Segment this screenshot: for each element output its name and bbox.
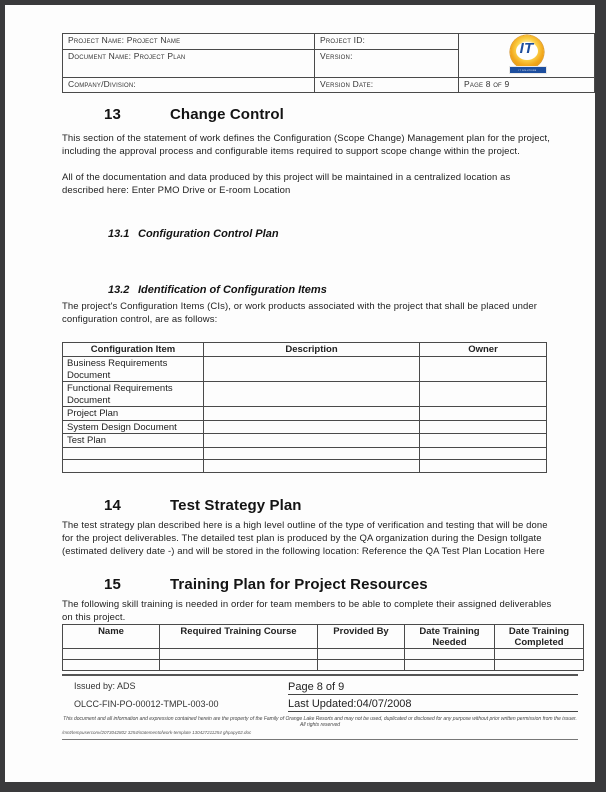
cell: Functional Requirements Document (63, 382, 204, 407)
cell (318, 648, 405, 659)
footer-last-updated: Last Updated:04/07/2008 (288, 698, 578, 712)
column-header: Description (204, 343, 420, 357)
version-date-cell: Version Date: (315, 78, 459, 93)
footer-file-path: /mnt/tempuserconv/2073042802 3254/statementofwork-template 130427211254 ghpapy02.doc (62, 729, 252, 735)
column-header: Date Training Completed (495, 624, 584, 648)
cell (405, 659, 495, 670)
cell: Business Requirements Document (63, 357, 204, 382)
section-heading-13-1 (62, 228, 595, 240)
cell (63, 648, 160, 659)
cell (420, 420, 547, 434)
section-heading-13-2 (62, 284, 595, 296)
footer-right-column (288, 681, 578, 712)
table-row (63, 407, 547, 421)
paragraph: All of the documentation and data produced by this project will be maintained in a centralized location as described here: Enter PMO Drive or E-room Location (62, 172, 511, 196)
footer-divider (62, 674, 578, 676)
logo-banner: it solutions (509, 66, 547, 74)
cell (405, 648, 495, 659)
project-id-cell: Project ID: (315, 34, 459, 50)
logo-cell (459, 34, 595, 78)
footer (62, 681, 578, 712)
section-number: 13 (104, 106, 121, 123)
footer-page-number: Page 8 of 9 (288, 681, 578, 695)
cell (420, 382, 547, 407)
it-logo-icon (508, 35, 546, 77)
footer-bottom-rule (62, 739, 578, 740)
cell (420, 434, 547, 448)
training-plan-table (62, 624, 584, 671)
cell: System Design Document (63, 420, 204, 434)
section-number: 15 (104, 575, 121, 593)
section-title: Change Control (170, 106, 284, 123)
column-header: Configuration Item (63, 343, 204, 357)
section-heading-14 (62, 497, 595, 514)
section-title: Identification of Configuration Items (138, 284, 327, 296)
section-heading-13 (62, 106, 595, 123)
cell (420, 357, 547, 382)
version-cell: Version: (315, 49, 459, 77)
cell (495, 648, 584, 659)
table-row (63, 357, 547, 382)
section-title: Configuration Control Plan (138, 228, 279, 240)
cell (420, 459, 547, 472)
cell (204, 382, 420, 407)
section-heading-15 (62, 576, 595, 593)
footer-disclaimer: This document and all information and expression contained herein are the property of the Family of Orange Lake Resorts and may not be used, duplicated or disclosed for any purpose without prior written permission from the issuer. All rights reserved (63, 715, 577, 728)
table-header-row (63, 624, 584, 648)
header-table (62, 33, 595, 93)
cell (63, 447, 204, 459)
table-row (63, 459, 547, 472)
table-row (63, 648, 584, 659)
company-division-cell: Company/Division: (63, 78, 315, 93)
logo-text: IT (519, 40, 534, 57)
paragraph: The test strategy plan described here is a high level outline of the type of verification and testing that will be done for the project deliverables. The detailed test plan is produced by the QA organization during the Design tollgate (estimated delivery date -) and will be stored in the following location: Reference the QA Test Plan Location Here (62, 519, 548, 557)
cell (160, 648, 318, 659)
cell: Project Plan (63, 407, 204, 421)
cell (160, 659, 318, 670)
document-code-text: OLCC-FIN-PO-00012-TMPL-003-00 (74, 698, 219, 709)
cell: Test Plan (63, 434, 204, 448)
section-number: 13.2 (108, 284, 130, 296)
document-page (5, 5, 595, 782)
table-row (63, 659, 584, 670)
section-title: Training Plan for Project Resources (170, 575, 428, 593)
table-row (63, 447, 547, 459)
table-header-row (63, 343, 547, 357)
cell (204, 434, 420, 448)
page-number-cell: Page 8 of 9 (459, 78, 595, 93)
cell (495, 659, 584, 670)
cell (420, 407, 547, 421)
cell (204, 459, 420, 472)
cell (318, 659, 405, 670)
column-header: Name (63, 624, 160, 648)
column-header: Provided By (318, 624, 405, 648)
cell (204, 407, 420, 421)
cell (204, 357, 420, 382)
section-title: Test Strategy Plan (170, 496, 302, 514)
column-header: Date Training Needed (405, 624, 495, 648)
cell (63, 659, 160, 670)
cell (63, 459, 204, 472)
paragraph: The project's Configuration Items (CIs), or work products associated with the project that shall be placed under configuration control, are as follows: (62, 301, 538, 325)
project-name-cell: Project Name: Project Name (63, 34, 315, 50)
table-row (63, 78, 595, 93)
column-header: Required Training Course (160, 624, 318, 648)
cell (204, 447, 420, 459)
column-header: Owner (420, 343, 547, 357)
footer-left-column (62, 681, 288, 712)
table-row (63, 382, 547, 407)
section-number: 13.1 (108, 228, 130, 240)
issued-by-text: Issued by: ADS (74, 680, 136, 691)
cell (204, 420, 420, 434)
document-name-cell: Document Name: Project Plan (63, 49, 315, 77)
cell (420, 447, 547, 459)
paragraph: The following skill training is needed in order for team members to be able to complete their assigned deliverables on this project. (62, 598, 552, 623)
table-row (63, 420, 547, 434)
table-row (63, 434, 547, 448)
paragraph: This section of the statement of work defines the Configuration (Scope Change) Management plan for the project, including the approval process and configurable items required to support scope change within the project. (62, 133, 550, 157)
table-row (63, 34, 595, 50)
configuration-items-table (62, 342, 547, 473)
section-number: 14 (104, 496, 121, 514)
